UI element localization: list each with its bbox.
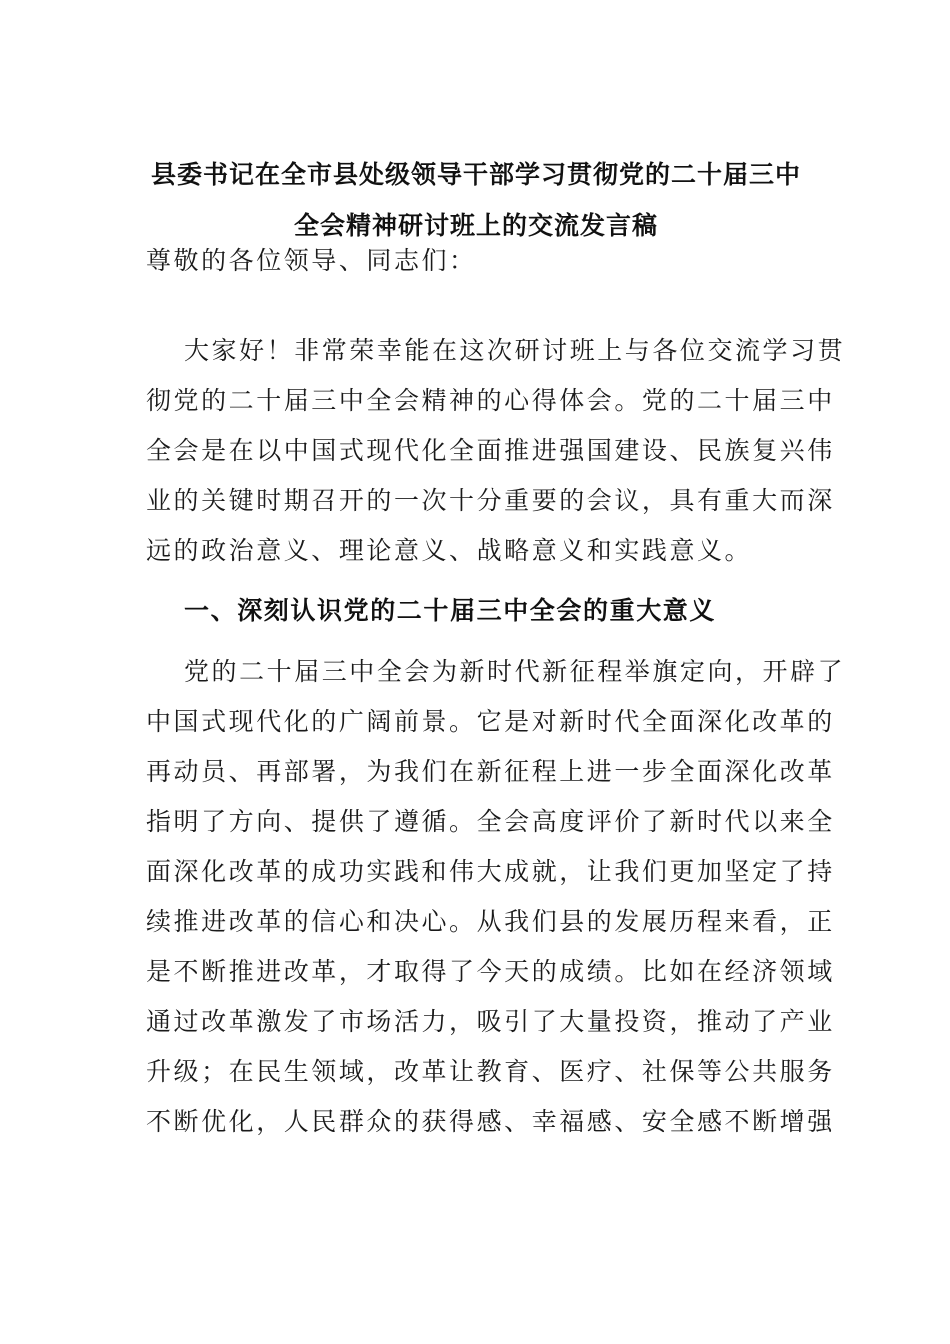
section-1-line-6: 续推进改革的信心和决心。从我们县的发展历程来看，正 bbox=[146, 907, 835, 936]
section-1-line-5: 面深化改革的成功实践和伟大成就，让我们更加坚定了持 bbox=[146, 857, 835, 886]
intro-line-3: 全会是在以中国式现代化全面推进强国建设、民族复兴伟 bbox=[146, 436, 835, 465]
intro-line-4: 业的关键时期召开的一次十分重要的会议，具有重大而深 bbox=[146, 486, 835, 515]
document-title-line-1: 县委书记在全市县处级领导干部学习贯彻党的二十届三中 bbox=[150, 160, 801, 189]
section-1-line-4: 指明了方向、提供了遵循。全会高度评价了新时代以来全 bbox=[146, 807, 835, 836]
intro-line-2: 彻党的二十届三中全会精神的心得体会。党的二十届三中 bbox=[146, 386, 835, 415]
intro-line-5: 远的政治意义、理论意义、战略意义和实践意义。 bbox=[146, 536, 753, 565]
section-1-line-3: 再动员、再部署，为我们在新征程上进一步全面深化改革 bbox=[146, 757, 835, 786]
section-1-line-2: 中国式现代化的广阔前景。它是对新时代全面深化改革的 bbox=[146, 707, 835, 736]
section-1-line-1: 党的二十届三中全会为新时代新征程举旗定向，开辟了 bbox=[184, 657, 846, 686]
document-title-line-2: 全会精神研讨班上的交流发言稿 bbox=[293, 211, 658, 240]
salutation: 尊敬的各位领导、同志们： bbox=[146, 246, 477, 275]
intro-line-1: 大家好！非常荣幸能在这次研讨班上与各位交流学习贯 bbox=[184, 336, 846, 365]
section-1-heading: 一、深刻认识党的二十届三中全会的重大意义 bbox=[184, 596, 717, 625]
section-1-line-8: 通过改革激发了市场活力，吸引了大量投资，推动了产业 bbox=[146, 1007, 835, 1036]
section-1-line-10: 不断优化，人民群众的获得感、幸福感、安全感不断增强 bbox=[146, 1107, 835, 1136]
section-1-line-9: 升级；在民生领域，改革让教育、医疗、社保等公共服务 bbox=[146, 1057, 835, 1086]
section-1-line-7: 是不断推进改革，才取得了今天的成绩。比如在经济领域 bbox=[146, 957, 835, 986]
